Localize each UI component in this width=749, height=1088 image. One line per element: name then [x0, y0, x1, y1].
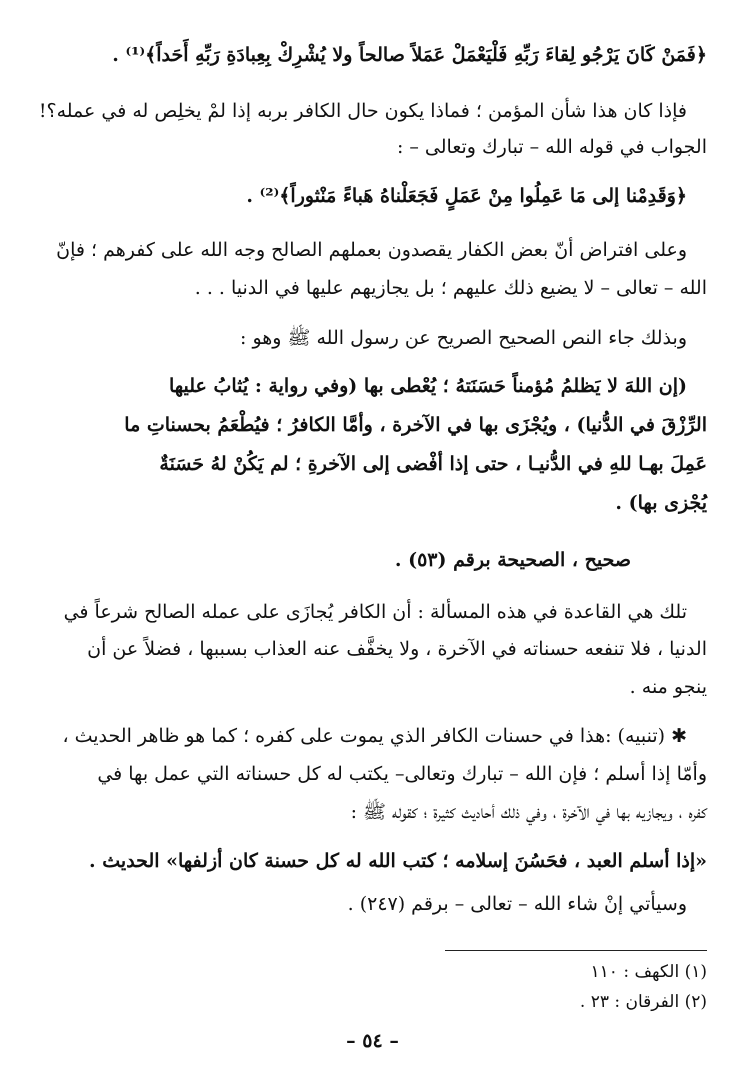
answer-intro: الجواب في قوله الله – تبارك وتعالى – :: [396, 136, 707, 158]
hadith-line: الرِّزْقَ في الدُّنيا) ، ويُجْزَى بها في الآخرة ، وأمَّا الكافرُ ؛ فيُطْعَمُ بحسناتِ ما: [124, 414, 707, 436]
rule-paragraph-line: ينجو منه .: [629, 676, 707, 698]
paragraph-line: الله – تعالى – لا يضيع ذلك عليهم ؛ بل يجازيهم عليها في الدنيا . . .: [194, 277, 707, 299]
hadith-line: عَمِلَ بهـا للهِ في الدُّنيـا ، حتى إذا أفْضى إلى الآخرةِ ؛ لم يَكُنْ لهُ حَسَنَةٌ: [159, 453, 707, 475]
quran-verse-kahf: ﴿فَمَنْ كَانَ يَرْجُو لِقاءَ رَبِّهِ فَلْيَعْمَلْ عَمَلاً صالحاً ولا يُشْرِكْ بِعِبادَةِ رَبِّهِ أَحَداً﴾⁽¹⁾ .: [112, 44, 707, 66]
rule-paragraph-line: الدنيا ، فلا تنفعه حسناته في الآخرة ، ولا يخفَّف عنه العذاب بسببها ، فضلاً عن أن: [87, 638, 707, 660]
hadith-quote: «إذا أسلم العبد ، فحَسُنَ إسلامه ؛ كتب الله له كل حسنة كان أزلفها» الحديث .: [89, 850, 707, 872]
rule-paragraph-line: تلك هي القاعدة في هذه المسألة : أن الكافر يُجازَى على عمله الصالح شرعاً في: [63, 601, 687, 623]
quran-verse-furqan: ﴿وَقَدِمْنا إلى مَا عَمِلُوا مِنْ عَمَلٍ فَجَعَلْناهُ هَباءً مَنْثوراً﴾⁽²⁾ .: [246, 185, 687, 207]
hadith-intro: وبذلك جاء النص الصحيح الصريح عن رسول الله ﷺ وهو :: [240, 327, 687, 349]
note-line: وأمّا إذا أسلم ؛ فإن الله – تبارك وتعالى– يكتب له كل حسناته التي عمل بها في: [97, 763, 707, 785]
footnote-1: (١) الكهف : ١١٠: [590, 962, 707, 982]
footnote-2: (٢) الفرقان : ٢٣ .: [579, 992, 707, 1012]
footnote-separator: [445, 950, 707, 951]
note-line: ✱ (تنبيه) :هذا في حسنات الكافر الذي يموت على كفره ؛ كما هو ظاهر الحديث ،: [62, 725, 687, 747]
question-line: فإذا كان هذا شأن المؤمن ؛ فماذا يكون حال الكافر بربه إذا لمْ يخلِص له في عمله؟!: [38, 100, 687, 122]
note-line: كفره ، ويجازيه بها في الآخرة ، وفي ذلك أحاديث كثيرة ؛ كقوله ﷺ :: [350, 801, 707, 823]
hadith-line: يُجْزى بها) .: [615, 492, 707, 514]
page-number: – ٥٤ –: [346, 1030, 399, 1052]
grading-line: صحيح ، الصحيحة برقم (٥٣) .: [394, 549, 631, 571]
cross-reference: وسيأتي إنْ شاء الله – تعالى – برقم (٢٤٧) .: [347, 893, 687, 915]
hadith-line: (إن اللهَ لا يَظلمُ مُؤمناً حَسَنَتهُ ؛ يُعْطى بها (وفي رواية : يُثابُ عليها: [168, 375, 687, 397]
paragraph-line: وعلى افتراض أنّ بعض الكفار يقصدون بعملهم الصالح وجه الله على كفرهم ؛ فإنّ: [56, 239, 687, 261]
